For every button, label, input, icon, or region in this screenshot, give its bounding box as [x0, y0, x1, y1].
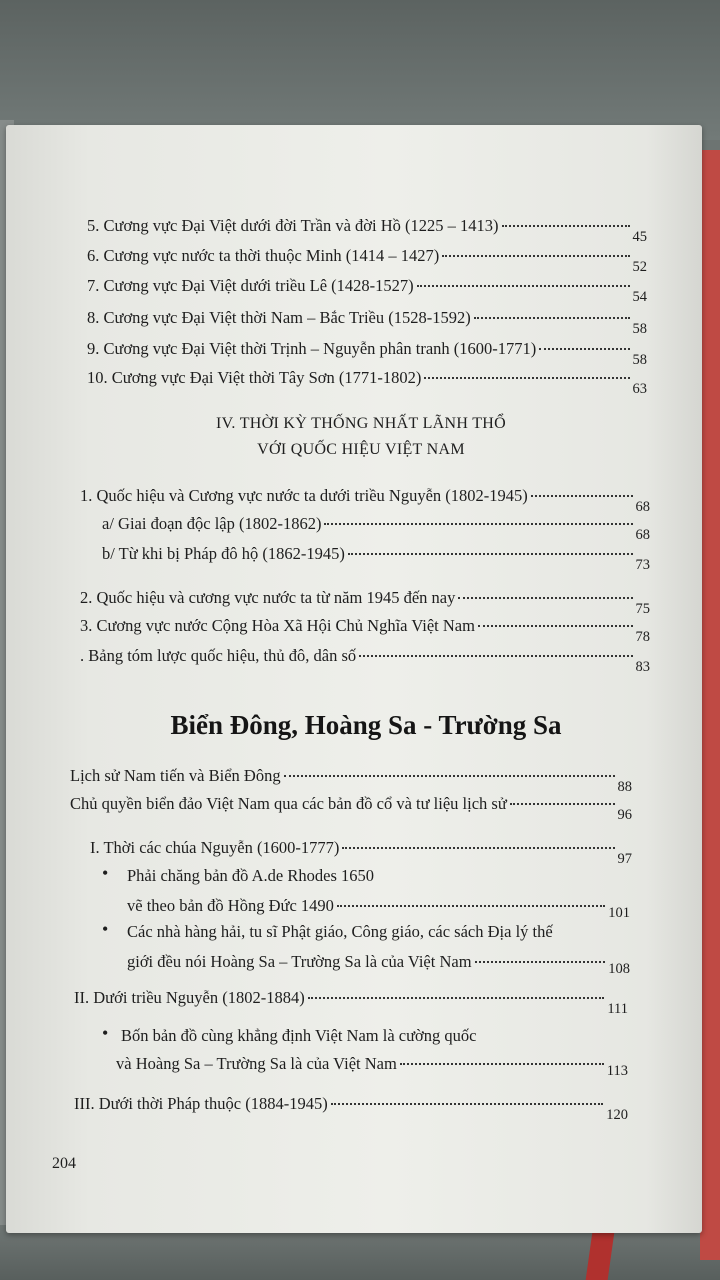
- toc-entry: I. Thời các chúa Nguyễn (1600-1777) 97: [90, 838, 632, 867]
- bullet-icon: •: [102, 919, 109, 939]
- toc-entry: 2. Quốc hiệu và cương vực nước ta từ năm 1945 đến nay 75: [80, 588, 650, 617]
- bullet-icon: •: [102, 1023, 109, 1043]
- toc-entry: III. Dưới thời Pháp thuộc (1884-1945) 120: [74, 1094, 628, 1123]
- toc-entry: vẽ theo bản đồ Hồng Đức 1490 101: [127, 896, 630, 921]
- toc-entry: 9. Cương vực Đại Việt thời Trịnh – Nguyễn phân tranh (1600-1771) 58: [87, 339, 647, 368]
- book-page: [6, 125, 702, 1233]
- toc-entry-line1: Các nhà hàng hải, tu sĩ Phật giáo, Công giáo, các sách Địa lý thế: [127, 922, 553, 941]
- bullet-icon: •: [102, 863, 109, 883]
- toc-entry: Lịch sử Nam tiến và Biển Đông 88: [70, 766, 632, 795]
- book-cover-edge: [700, 150, 720, 1260]
- page-number: 204: [52, 1155, 76, 1172]
- toc-entry: 7. Cương vực Đại Việt dưới triều Lê (1428-1527) 54: [87, 276, 647, 305]
- toc-entry: II. Dưới triều Nguyễn (1802-1884) 111: [74, 988, 628, 1017]
- toc-entry: 10. Cương vực Đại Việt thời Tây Sơn (1771-1802) 63: [87, 368, 647, 397]
- toc-entry: 3. Cương vực nước Cộng Hòa Xã Hội Chủ Nghĩa Việt Nam 78: [80, 616, 650, 645]
- toc-entry-line1: Bốn bản đồ cùng khẳng định Việt Nam là cường quốc: [121, 1026, 477, 1045]
- toc-entry: giới đều nói Hoàng Sa – Trường Sa là của Việt Nam 108: [127, 952, 630, 977]
- toc-entry: 8. Cương vực Đại Việt thời Nam – Bắc Triều (1528-1592) 58: [87, 308, 647, 337]
- toc-entry: 5. Cương vực Đại Việt dưới đời Trần và đời Hồ (1225 – 1413) 45: [87, 216, 647, 245]
- toc-entry: . Bảng tóm lược quốc hiệu, thủ đô, dân số 83: [80, 646, 650, 675]
- toc-entry: b/ Từ khi bị Pháp đô hộ (1862-1945) 73: [102, 544, 650, 573]
- section-title: IV. THỜI KỲ THỐNG NHẤT LÃNH THỔ: [215, 415, 507, 432]
- section-title-line2: VỚI QUỐC HIỆU VIỆT NAM: [257, 441, 465, 458]
- toc-entry: 6. Cương vực nước ta thời thuộc Minh (1414 – 1427) 52: [87, 246, 647, 275]
- part-heading: Biển Đông, Hoàng Sa - Trường Sa: [170, 710, 562, 740]
- toc-entry-line1: Phải chăng bản đồ A.de Rhodes 1650: [127, 866, 375, 885]
- toc-entry: Chủ quyền biển đảo Việt Nam qua các bản đồ cổ và tư liệu lịch sử 96: [70, 794, 632, 823]
- toc-entry: 1. Quốc hiệu và Cương vực nước ta dưới triều Nguyễn (1802-1945) 68: [80, 486, 650, 515]
- toc-entry: và Hoàng Sa – Trường Sa là của Việt Nam 113: [116, 1054, 628, 1079]
- toc-entry: a/ Giai đoạn độc lập (1802-1862) 68: [102, 514, 650, 543]
- background-top: [0, 0, 720, 140]
